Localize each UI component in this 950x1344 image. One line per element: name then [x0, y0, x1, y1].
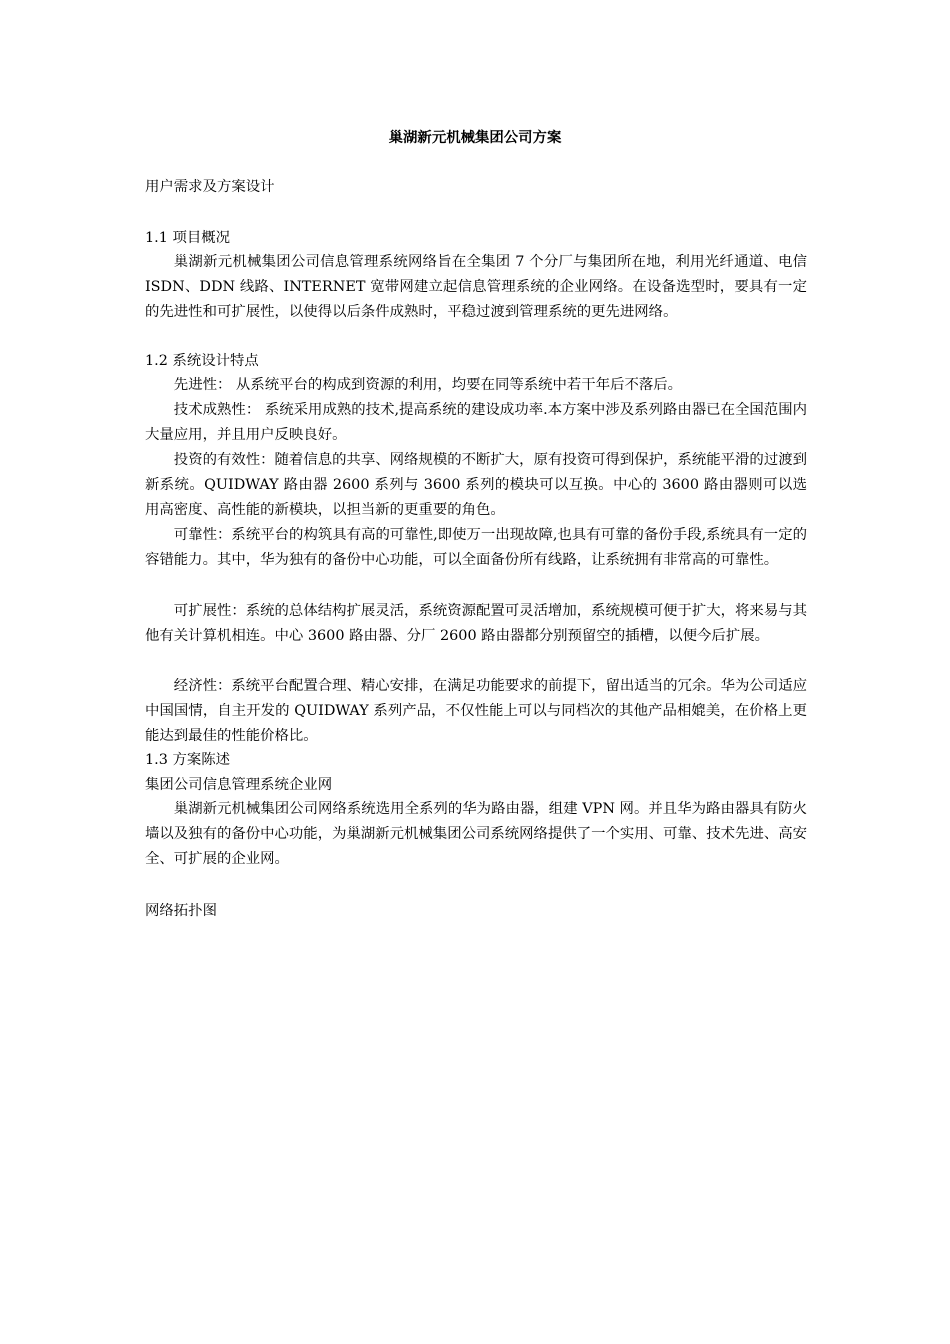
paragraph-investment: 投资的有效性：随着信息的共享、网络规模的不断扩大，原有投资可得到保护，系统能平滑的过渡到新系统。QUIDWAY 路由器 2600 系列与 3600 系列的模块可以互换。中心的 3600 路由器则可以选用高密度、高性能的新模块，以担当新的更重要的角色。: [145, 452, 807, 519]
paragraph-solution: 巢湖新元机械集团公司网络系统选用全系列的华为路由器，组建 VPN 网。并且华为路由器具有防火墙以及独有的备份中心功能，为巢湖新元机械集团公司系统网络提供了一个实用、可靠、技术先进、高安全、可扩展的企业网。: [145, 801, 807, 868]
paragraph-economy: 经济性：系统平台配置合理、精心安排，在满足功能要求的前提下，留出适当的冗余。华为公司适应中国国情，自主开发的 QUIDWAY 系列产品，不仅性能上可以与同档次的其他产品相媲美，在价格上更能达到最佳的性能价格比。: [145, 678, 807, 745]
document-subtitle: 用户需求及方案设计: [145, 179, 275, 195]
network-heading: 集团公司信息管理系统企业网: [145, 777, 333, 793]
paragraph-advanced: 先进性： 从系统平台的构成到资源的利用，均要在同等系统中若干年后不落后。: [173, 377, 683, 393]
section-heading-1-2: 1.2 系统设计特点: [145, 353, 259, 369]
document-title: 巢湖新元机械集团公司方案: [388, 130, 562, 146]
topology-heading: 网络拓扑图: [145, 903, 217, 919]
paragraph-reliability: 可靠性：系统平台的构筑具有高的可靠性,即使万一出现故障,也具有可靠的备份手段,系统具有一定的容错能力。其中，华为独有的备份中心功能，可以全面备份所有线路，让系统拥有非常高的可靠性。: [145, 527, 807, 569]
paragraph-maturity: 技术成熟性： 系统采用成熟的技术,提高系统的建设成功率.本方案中涉及系列路由器已在全国范围内大量应用，并且用户反映良好。: [145, 402, 807, 444]
section-heading-1-3: 1.3 方案陈述: [145, 752, 231, 768]
paragraph-overview: 巢湖新元机械集团公司信息管理系统网络旨在全集团 7 个分厂与集团所在地，利用光纤通道、电信 ISDN、DDN 线路、INTERNET 宽带网建立起信息管理系统的企业网络。在设备选型时，要具有一定的先进性和可扩展性，以使得以后条件成熟时，平稳过渡到管理系统的更先进网络。: [145, 254, 807, 321]
section-heading-1-1: 1.1 项目概况: [145, 230, 231, 246]
paragraph-scalability: 可扩展性：系统的总体结构扩展灵活，系统资源配置可灵活增加，系统规模可便于扩大，将来易与其他有关计算机相连。中心 3600 路由器、分厂 2600 路由器都分别预留空的插槽，以便今后扩展。: [145, 603, 807, 645]
